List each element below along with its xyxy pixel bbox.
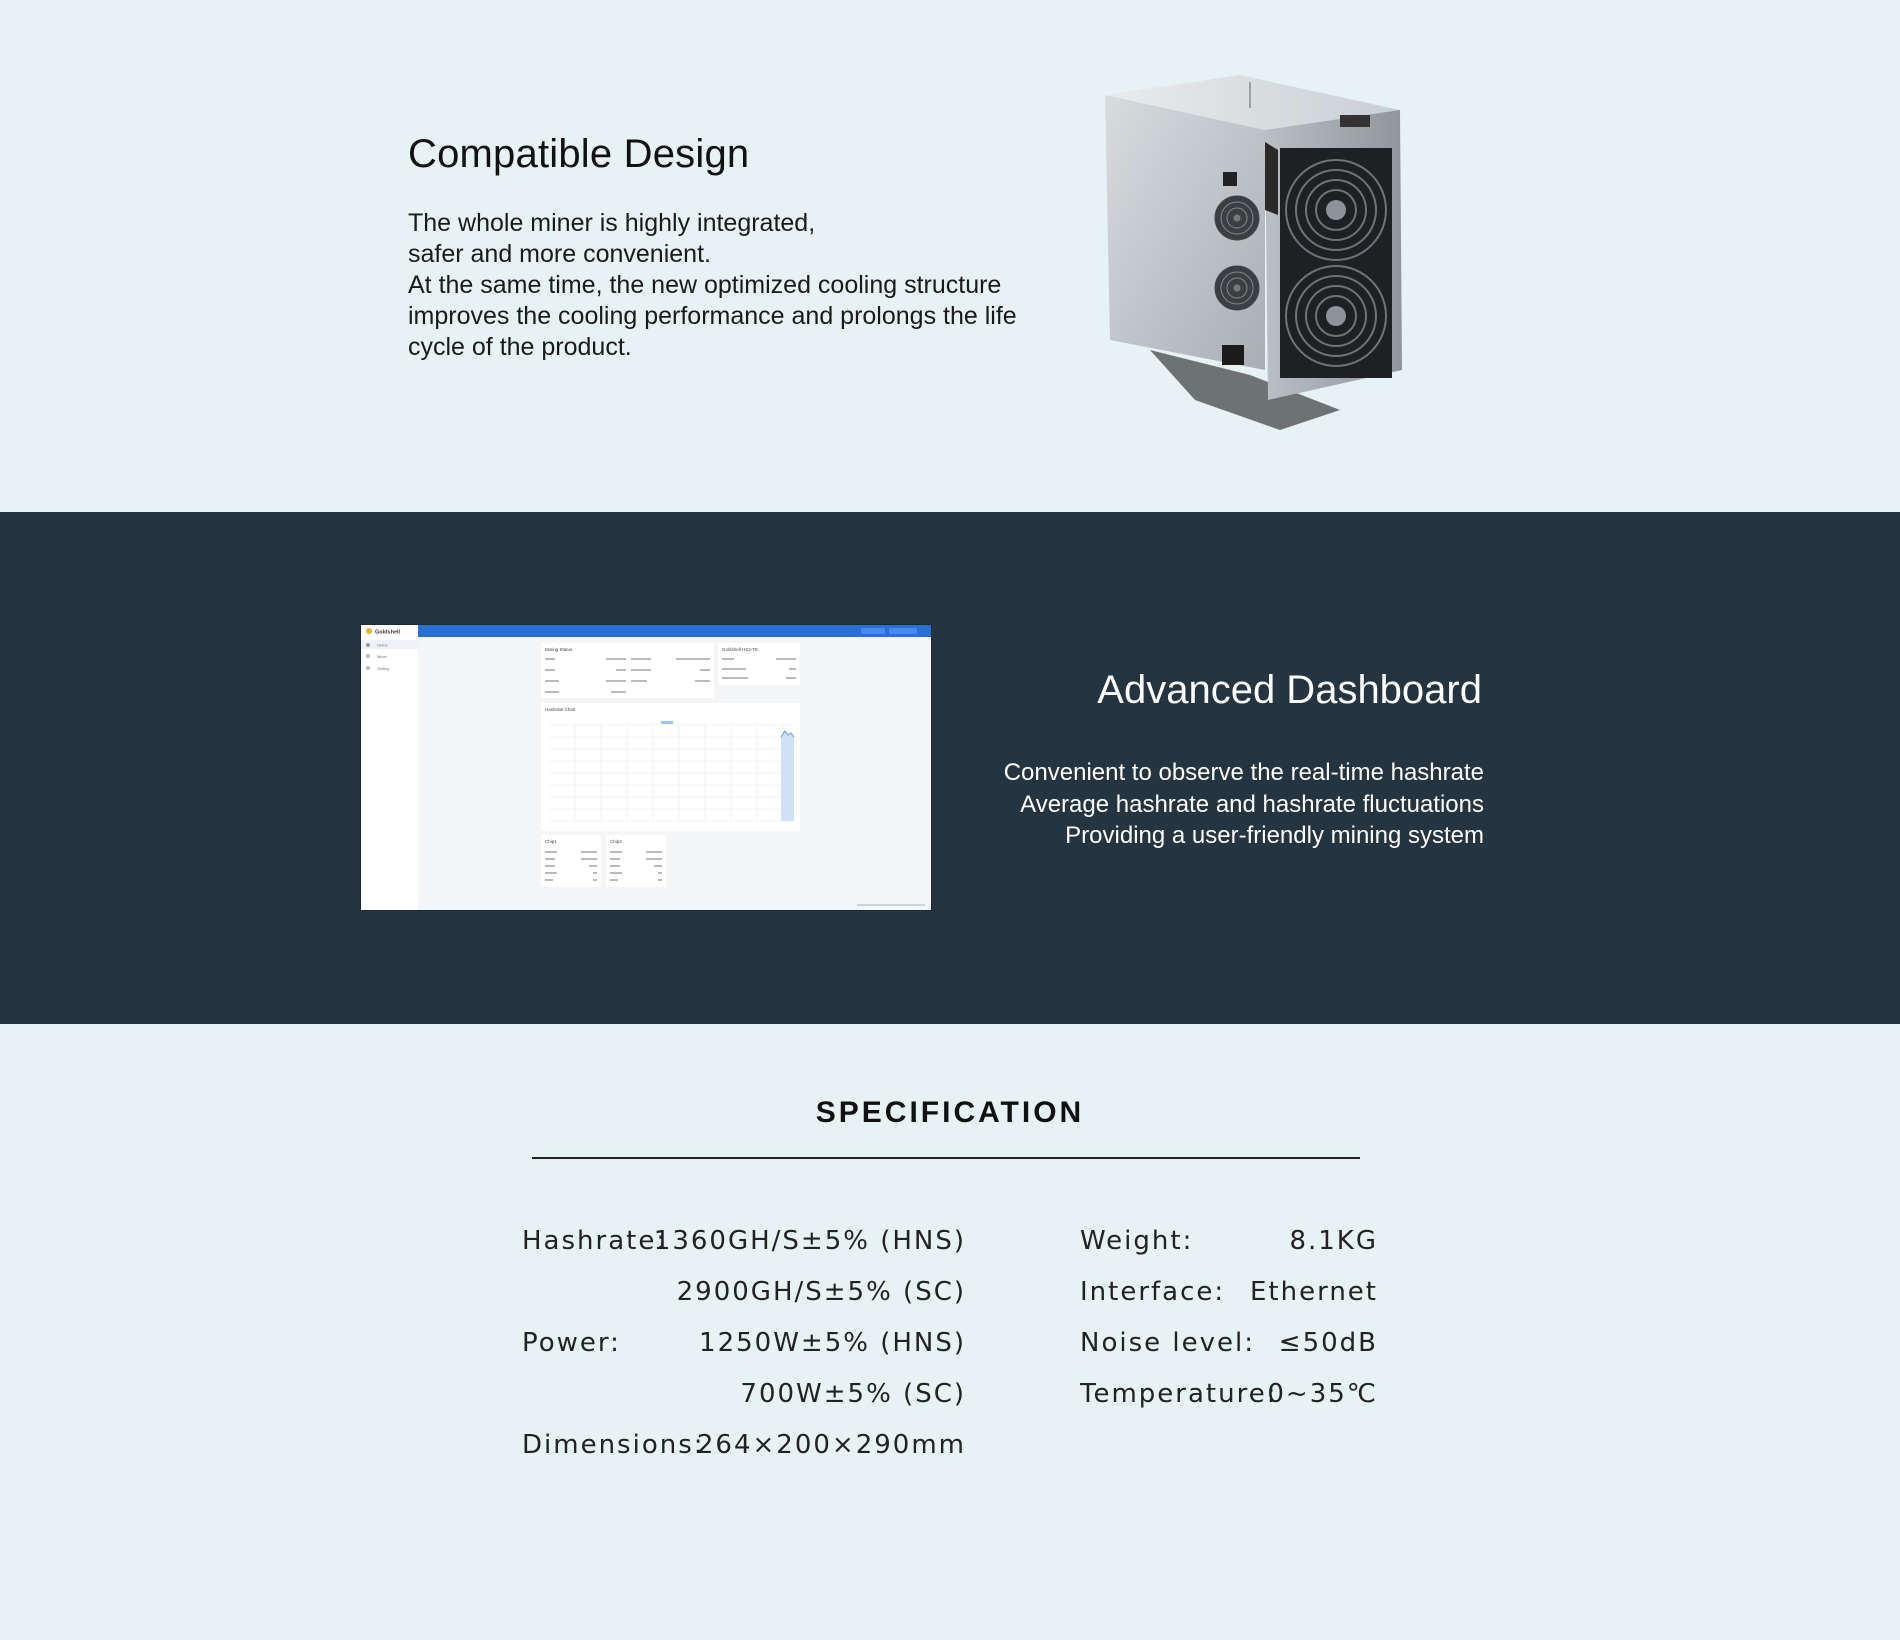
dashboard-panel-title: Goldshell HS3-TE bbox=[722, 647, 759, 652]
spec-interface-value: Ethernet bbox=[1250, 1277, 1378, 1307]
spec-power-label: Power: bbox=[522, 1328, 621, 1358]
spec-interface-label: Interface: bbox=[1080, 1277, 1226, 1307]
dashboard-brand: Goldshell bbox=[375, 629, 401, 636]
specification-divider bbox=[532, 1157, 1360, 1159]
spec-hashrate-hns: 1360GH/S±5% (HNS) bbox=[653, 1226, 966, 1256]
compatible-line: The whole miner is highly integrated, bbox=[408, 209, 816, 237]
dashboard-line: Average hashrate and hashrate fluctuations bbox=[1020, 790, 1484, 818]
compatible-line: cycle of the product. bbox=[408, 333, 632, 361]
spec-hashrate-label: Hashrate: bbox=[522, 1226, 668, 1256]
spec-weight-label: Weight: bbox=[1080, 1226, 1194, 1256]
spec-weight-value: 8.1KG bbox=[1289, 1226, 1378, 1256]
spec-power-sc: 700W±5% (SC) bbox=[740, 1379, 966, 1409]
advanced-dashboard-description bbox=[1004, 757, 1484, 852]
spec-dimensions-value: 264×200×290mm bbox=[696, 1430, 966, 1460]
dashboard-panel-title: Hashrate Chart bbox=[545, 707, 576, 712]
compatible-line: safer and more convenient. bbox=[408, 240, 711, 268]
spec-power-hns: 1250W±5% (HNS) bbox=[699, 1328, 966, 1358]
advanced-dashboard-title: Advanced Dashboard bbox=[1097, 668, 1482, 712]
dashboard-nav-item: Home bbox=[377, 642, 388, 648]
compatible-line: At the same time, the new optimized cooling structure bbox=[408, 271, 1002, 299]
miner-product-image bbox=[1100, 70, 1410, 440]
specification-title: SPECIFICATION bbox=[815, 1096, 1085, 1129]
dashboard-line: Convenient to observe the real-time hashrate bbox=[1003, 759, 1484, 786]
spec-noise-label: Noise level: bbox=[1080, 1328, 1255, 1358]
compatible-line: improves the cooling performance and prolongs the life bbox=[408, 302, 1017, 330]
spec-hashrate-sc: 2900GH/S±5% (SC) bbox=[676, 1277, 966, 1307]
compatible-design-title: Compatible Design bbox=[408, 132, 750, 176]
dashboard-line: Providing a user-friendly mining system bbox=[1065, 822, 1484, 849]
spec-temperature-value: 0~35℃ bbox=[1267, 1379, 1378, 1409]
dashboard-card-title: Chip2 bbox=[610, 839, 622, 844]
dashboard-card-title: Chip1 bbox=[545, 839, 557, 844]
spec-dimensions-label: Dimensions: bbox=[522, 1430, 705, 1460]
spec-noise-value: ≤50dB bbox=[1278, 1328, 1378, 1358]
dashboard-nav-item: Miner bbox=[377, 654, 388, 659]
dashboard-screenshot bbox=[361, 625, 931, 910]
dashboard-panel-title: Mining Status bbox=[545, 647, 573, 652]
compatible-design-description bbox=[408, 208, 1068, 363]
spec-temperature-label: Temperature: bbox=[1080, 1379, 1278, 1409]
dashboard-nav-item: Setting bbox=[377, 666, 390, 671]
advanced-dashboard-section bbox=[0, 512, 1900, 1024]
dashboard-mockup bbox=[361, 625, 931, 910]
